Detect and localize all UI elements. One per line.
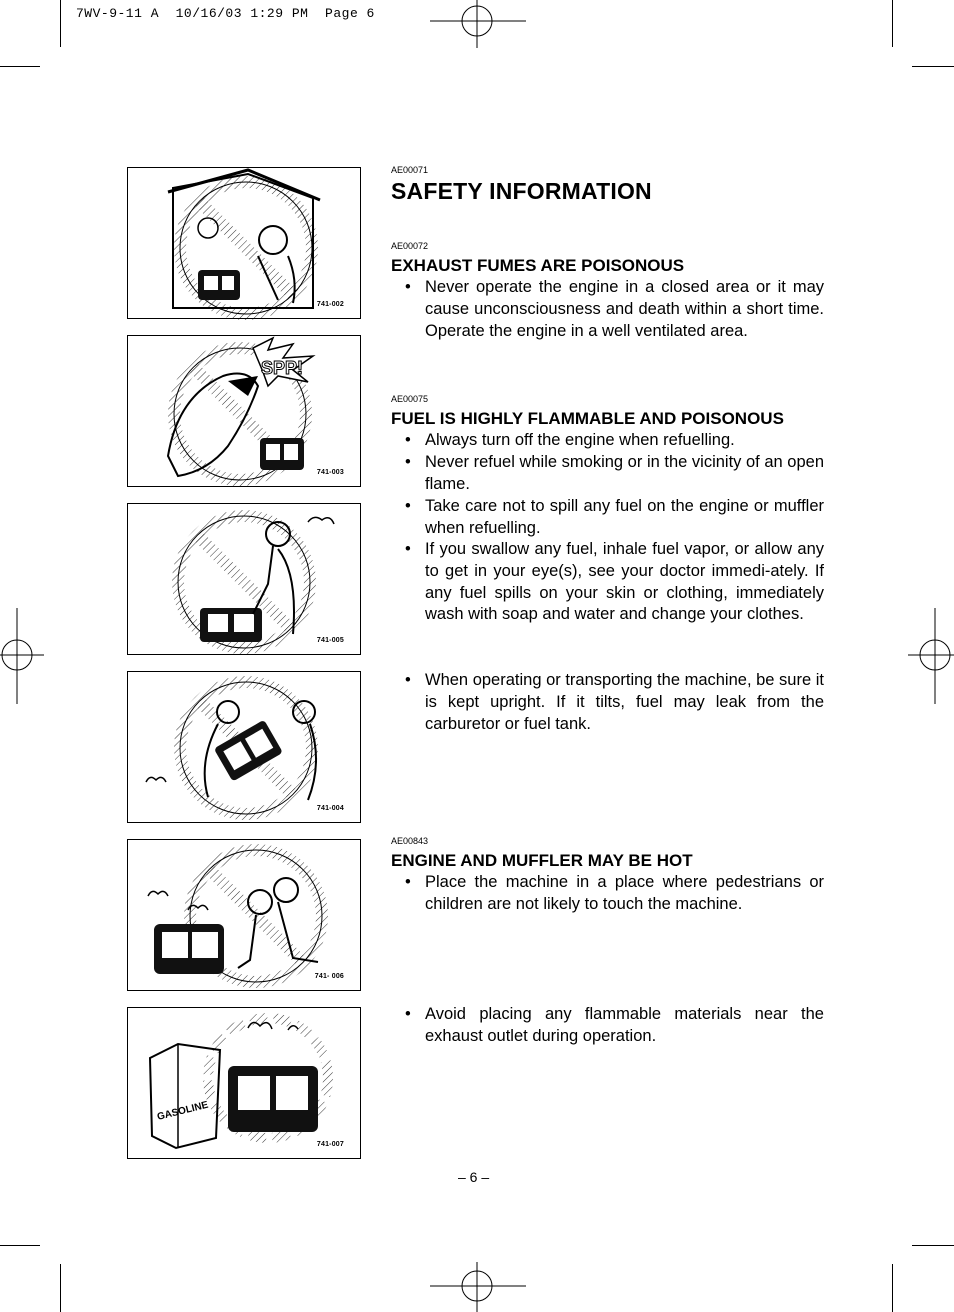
crop-mark (0, 66, 40, 67)
registration-mark-right (908, 608, 954, 704)
bullet-item: • When operating or transporting the machine, be sure it is kept upright. If it tilts, fuel may leak from the carburetor or fuel tank. (425, 670, 824, 735)
crop-mark (60, 1264, 61, 1312)
section-heading-exhaust: EXHAUST FUMES ARE POISONOUS (391, 256, 685, 275)
section-code: AE00075 (391, 394, 429, 404)
crop-mark (892, 1264, 893, 1312)
figure-engine-off-refuel (127, 503, 361, 655)
figure-id: 741-003 (316, 469, 344, 476)
bullet-item: • Place the machine in a place where pedestrians or children are not likely to touch the machine. (425, 872, 824, 916)
crop-mark (60, 0, 61, 47)
can-label: GASOLINE (156, 1099, 210, 1123)
registration-mark-top (430, 0, 526, 48)
figure-flammable-materials (127, 1007, 361, 1159)
bullet-item: • Never refuel while smoking or in the vicinity of an open flame. (425, 452, 824, 496)
figure-id: 741-004 (316, 805, 344, 812)
bullet-item: • Always turn off the engine when refuelling. (425, 430, 824, 452)
crop-mark (892, 0, 893, 47)
bullet-item: • Never operate the engine in a closed area or it may cause unconsciousness and death within a short time. Operate the engine in a well ventilated area. (425, 277, 824, 342)
figure-no-smoking-refuel (127, 335, 361, 487)
section-code: AE00843 (391, 836, 429, 846)
crop-mark (912, 66, 954, 67)
section-heading-engine-hot: ENGINE AND MUFFLER MAY BE HOT (391, 851, 693, 870)
figure-id: 741-005 (316, 637, 344, 644)
figure-children-hot-muffler (127, 839, 361, 991)
figure-id: 741-007 (316, 1141, 344, 1148)
section-code: AE00072 (391, 241, 429, 251)
printer-slug: 7WV-9-11 A 10/16/03 1:29 PM Page 6 (76, 6, 375, 21)
registration-mark-bottom (430, 1262, 526, 1312)
splash-caption: SPP! (261, 358, 304, 378)
figure-tilt-warning (127, 671, 361, 823)
registration-mark-left (0, 608, 44, 704)
bullet-item: • Take care not to spill any fuel on the engine or muffler when refuelling. (425, 496, 824, 540)
bullet-item: • Avoid placing any flammable materials near the exhaust outlet during operation. (425, 1004, 824, 1048)
bullet-item: • If you swallow any fuel, inhale fuel vapor, or allow any to get in your eye(s), see your doctor immedi-ately. If any fuel spills on your skin or clothing, immediately wash with soap and water and change your clothes. (425, 539, 824, 626)
figure-enclosed-area-warning (127, 167, 361, 319)
page-title: SAFETY INFORMATION (391, 178, 652, 204)
figure-id: 741-002 (316, 301, 344, 308)
figure-id: 741- 006 (314, 973, 344, 980)
section-heading-fuel: FUEL IS HIGHLY FLAMMABLE AND POISONOUS (391, 409, 784, 428)
crop-mark (0, 1245, 40, 1246)
page-number: – 6 – (458, 1169, 490, 1185)
section-code: AE00071 (391, 165, 429, 175)
crop-mark (912, 1245, 954, 1246)
